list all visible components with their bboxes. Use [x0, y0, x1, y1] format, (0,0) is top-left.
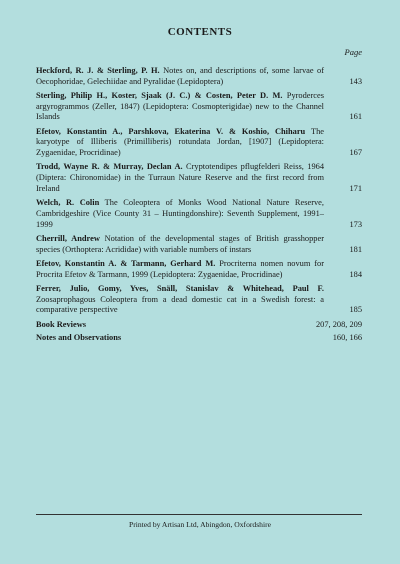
entry-title: The karyotype of Illiberis (Primilliberis) rotundata Jordan, [1907] (Lepidoptera: Zygaenidae, Procridinae)	[36, 126, 324, 158]
table-of-contents	[36, 66, 362, 347]
entry-title: Procriterna nomen novum for Procrita Efetov & Tarmann, 1999 (Lepidoptera: Zygaenidae, Procridinae)	[36, 258, 325, 279]
entry-page: 161	[349, 112, 362, 122]
entry-title: Notes on, and descriptions of, some larvae of Oecophoridae, Gelechiidae and Pyralidae (Lepidoptera)	[36, 66, 324, 86]
entry-page: 185	[349, 305, 362, 315]
toc-entry-3	[36, 127, 362, 159]
entry-authors: Heckford, R. J. & Sterling, P. H.	[36, 66, 160, 75]
toc-entry-6	[36, 234, 362, 255]
entry-title: Zoosaprophagous Coleoptera from a dead domestic cat in a Swedish forest: a comparative perspective	[36, 294, 324, 315]
entry-authors: Ferrer, Julio, Gomy, Yves, Snäll, Stanislav & Whitehead, Paul F.	[36, 283, 324, 293]
entry-page: 171	[349, 183, 362, 193]
entry-authors: Welch, R. Colin	[36, 198, 100, 208]
entry-authors: Trodd, Wayne R. & Murray, Declan A.	[36, 162, 183, 172]
entry-authors: Efetov, Konstantin A. & Tarmann, Gerhard M.	[36, 258, 216, 268]
toc-entry-1	[36, 66, 362, 87]
entry-title: Cryptotendipes pflugfelderi Reiss, 1964 (Diptera: Chironomidae) in the Turraun Nature Reserve and the first record from Ireland	[36, 162, 325, 193]
entry-authors: Sterling, Philip H., Koster, Sjaak (J. C.) & Costen, Peter D. M.	[36, 91, 283, 100]
section-pages: 207, 208, 209	[315, 319, 362, 329]
entry-title: Pyroderces argyrogrammos (Zeller, 1847) (Lepidoptera: Cosmopterigidae) new to the Channel Islands	[36, 91, 325, 122]
footer-divider	[36, 514, 362, 515]
toc-entry-7	[36, 259, 362, 280]
entry-page: 143	[349, 76, 362, 86]
toc-section-notes	[36, 333, 362, 344]
toc-entry-8	[36, 284, 362, 316]
section-pages: 160, 166	[332, 333, 362, 343]
toc-entry-4	[36, 162, 362, 194]
printer-footer: Printed by Artisan Ltd, Abingdon, Oxfordshire	[129, 520, 271, 529]
entry-authors: Efetov, Konstantin A., Parshkova, Ekaterina V. & Koshio, Chiharu	[36, 126, 306, 136]
section-label: Book Reviews	[36, 319, 87, 329]
toc-entry-5	[36, 198, 362, 230]
entry-page: 184	[349, 269, 362, 279]
entry-authors: Cherrill, Andrew	[36, 233, 100, 243]
entry-title: Notation of the developmental stages of British grasshopper species (Orthoptera: Acrididae) with variable numbers of instars	[36, 233, 324, 254]
entry-page: 167	[349, 148, 362, 158]
page-title: CONTENTS	[167, 26, 233, 38]
toc-section-book-reviews	[36, 320, 362, 331]
toc-entry-2	[36, 91, 362, 123]
page-column-label: Page	[344, 47, 362, 57]
entry-title: The Coleoptera of Monks Wood National Nature Reserve, Cambridgeshire (Vice County 31 – Huntingdonshire): Seventh Supplement, 1991–1999	[36, 198, 324, 229]
section-label: Notes and Observations	[36, 333, 122, 343]
entry-page: 173	[349, 219, 362, 229]
entry-page: 181	[349, 244, 362, 254]
